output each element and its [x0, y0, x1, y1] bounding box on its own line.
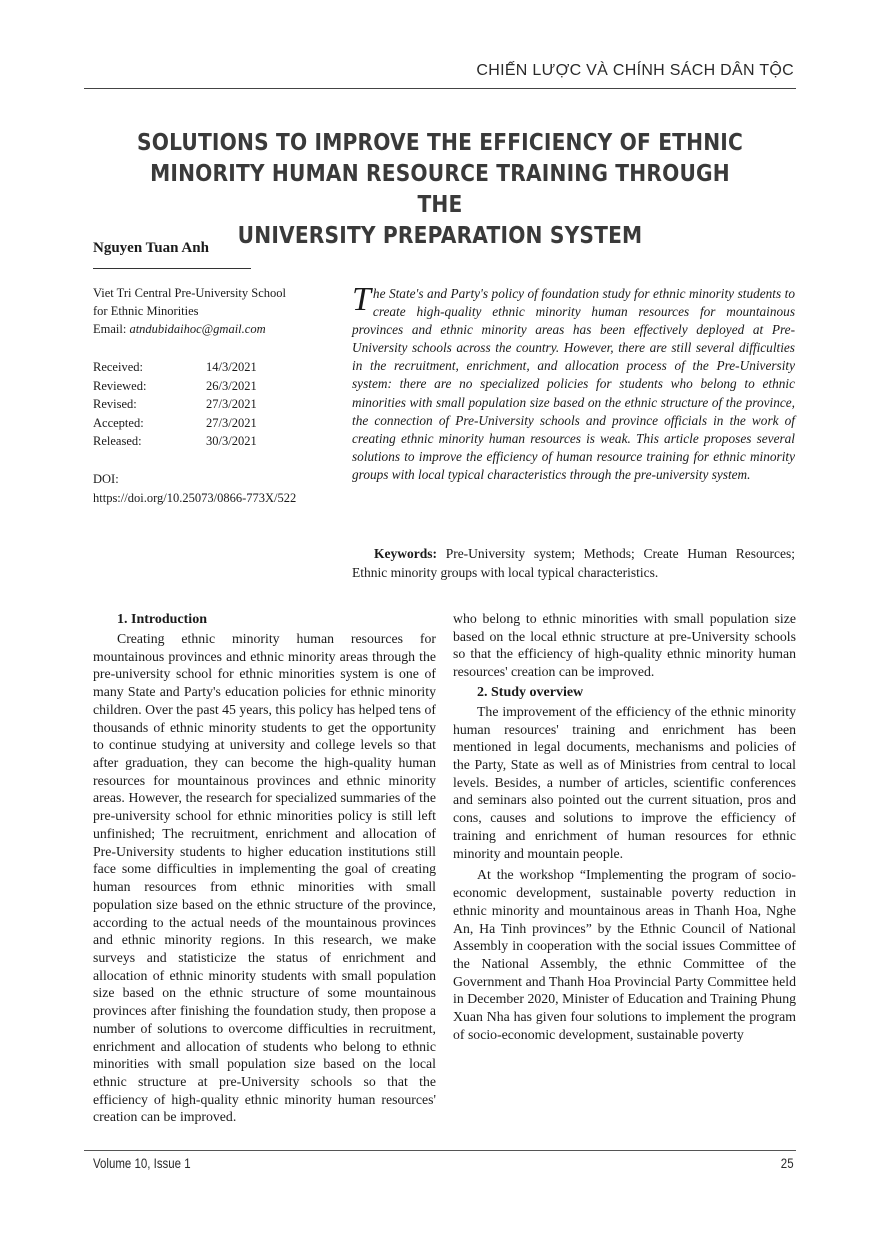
doi-link[interactable]: https://doi.org/10.25073/0866-773X/522 — [93, 490, 297, 505]
affiliation-line: for Ethnic Minorities — [93, 304, 199, 318]
date-row-accepted: Accepted: 27/3/2021 — [93, 415, 257, 430]
body-column-left — [93, 610, 436, 1126]
author-name: Nguyen Tuan Anh — [93, 240, 209, 256]
header-rule — [84, 88, 796, 89]
email-label: Email: — [93, 322, 127, 336]
keywords — [352, 545, 795, 582]
abstract-text: he State's and Party's policy of foundation study for ethnic minority students to create high-quality ethnic minority human resources for mountainous provinces and ethnic minority areas has been effectively deployed at Pre-University schools across the country. However, there are still several difficulties in the recruitment, enrichment, and allocation process of the Pre-University system: there are no specialized policies for students who belong to ethnic minorities with small population size based on the ethnic structure of the province, the connection of Pre-University schools and province officials in the work of creating ethnic minority human resources is weak. This article proposes several solutions to improve the efficiency of human resource training for ethnic minority groups with local typical characteristics through the pre-university system. — [352, 286, 795, 482]
page-number: 25 — [781, 1155, 794, 1171]
date-row-received: Received: 14/3/2021 — [93, 360, 257, 374]
date-row-revised: Revised: 27/3/2021 — [93, 397, 257, 412]
article-title — [134, 127, 746, 251]
paragraph: Creating ethnic minority human resources for mountainous provinces and ethnic minority areas through the pre-university school for ethnic minorities system is one of many State and Party's education policies for ethnic minority children. Over the past 45 years, this policy has helped tens of thousands of ethnic minority students to get the opportunity to continue studying at university and college levels so that after graduation, they can become the high-quality human resources for mountainous provinces and ethnic minority areas. However, the research for specialized summaries of the pre-university school for ethnic minorities policy is still left unfinished; The recruitment, enrichment and allocation of Pre-University students to higher education institutions still face some difficulties in implementing the goal of creating human resources from ethnic minorities with small population size based on the ethnic structure of the province, according to the actual needs of the mountainous provinces and ethnic minority regions. In this research, we make surveys and statisticize the status of enrichment and allocation of ethnic minority students with small population size based on the ethnic structure of some mountainous provinces after finishing the foundation study, then propose a number of solutions to overcome difficulties in recruitment, enrichment and allocation of students who belong to ethnic minorities with small population size based on the local ethnic structure at pre-University schools so that the efficiency of high-quality ethnic minority human resources' creation can be improved. — [93, 631, 436, 1125]
paragraph: The improvement of the efficiency of the ethnic minority human resources' training and enrichment has been mentioned in legal documents, mechanisms and policies of the Party, State as well as of Ministries from central to local levels. Besides, a number of articles, scientific conferences and seminars also pointed out the current situation, pros and cons, causes and solutions to improve the efficiency of training and enrichment of human resources for ethnic minority and mountain people. — [453, 703, 796, 861]
abstract — [352, 281, 795, 484]
article-dates — [93, 358, 257, 451]
paragraph: At the workshop “Implementing the program of socio-economic development, sustainable poverty reduction in ethnic minority and mountainous areas in Thanh Hoa, Nghe An, Ha Tinh provinces” by the Ethnic Council of National Assembly in cooperation with the social issues Committee of the National Assembly, the ethnic Committee of the Government and Thanh Hoa Provincial Party Committee held in December 2020, Minister of Education and Training Phung Xuan Nha has given four solutions to implement the program of socio-economic development, sustainable poverty — [453, 867, 796, 1042]
footer-rule — [84, 1150, 796, 1151]
doi-block — [93, 470, 296, 507]
title-line: UNIVERSITY PREPARATION SYSTEM — [237, 221, 643, 249]
author-rule — [93, 268, 251, 269]
paragraph-continued: who belong to ethnic minorities with small population size based on the local ethnic structure at pre-University schools so that the efficiency of high-quality ethnic minority human resources' creation can be improved. — [453, 611, 796, 680]
title-line: MINORITY HUMAN RESOURCE TRAINING THROUGH THE — [150, 159, 730, 218]
volume-issue: Volume 10, Issue 1 — [93, 1155, 191, 1171]
section-heading-study-overview: 2. Study overview — [477, 684, 584, 700]
section-heading-introduction: 1. Introduction — [117, 612, 207, 627]
email-link[interactable]: atndubidaihoc@gmail.com — [129, 322, 266, 336]
author-email — [93, 320, 343, 338]
keywords-label: Keywords: — [374, 546, 437, 561]
running-head: CHIẾN LƯỢC VÀ CHÍNH SÁCH DÂN TỘC — [476, 62, 794, 79]
doi-label: DOI: — [93, 472, 119, 486]
affiliation-line: Viet Tri Central Pre-University School — [93, 286, 286, 300]
drop-cap: T — [352, 281, 371, 318]
author-affiliation — [93, 284, 343, 338]
title-line: SOLUTIONS TO IMPROVE THE EFFICIENCY OF ETHNIC — [136, 128, 744, 156]
body-column-right — [453, 610, 796, 1044]
date-row-released: Released: 30/3/2021 — [93, 434, 257, 449]
keywords-text: Pre-University system; Methods; Create Human Resources; Ethnic minority groups with local typical characteristics. — [352, 546, 795, 580]
date-row-reviewed: Reviewed: 26/3/2021 — [93, 378, 257, 393]
